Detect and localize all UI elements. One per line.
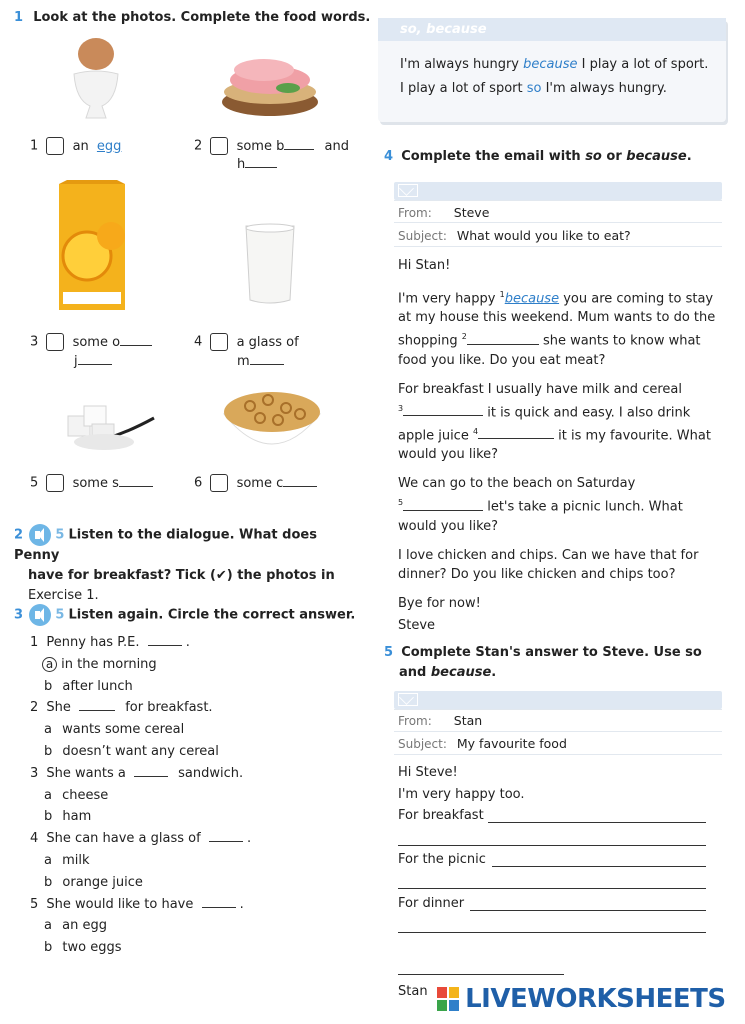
item-6: 6 some c bbox=[194, 474, 317, 492]
grammar-example-1: I'm always hungry because I play a lot of sport. bbox=[400, 57, 709, 72]
item-4: 4 a glass of bbox=[194, 334, 299, 350]
email2-signature: Stan bbox=[398, 984, 428, 999]
exercise3-track: 5 bbox=[55, 607, 65, 623]
question-3-option-a[interactable]: a cheese bbox=[44, 787, 109, 803]
spoon bbox=[114, 418, 154, 436]
item-5: 5 some s bbox=[30, 474, 153, 492]
exercise2-track: 5 bbox=[55, 527, 65, 543]
email2-subject: Subject: My favourite food bbox=[398, 736, 567, 751]
exercise3-number: 3 bbox=[14, 607, 24, 623]
item-1: 1 an egg bbox=[30, 138, 122, 154]
question-2-option-a[interactable]: a wants some cereal bbox=[44, 722, 185, 738]
item-3-checkbox[interactable] bbox=[46, 333, 64, 351]
question-5: 5 She would like to have . bbox=[30, 896, 244, 912]
item-4-checkbox[interactable] bbox=[210, 333, 228, 351]
item-6-blank-c[interactable] bbox=[283, 475, 317, 487]
breakfast-answer-line[interactable] bbox=[488, 822, 706, 823]
item-1-checkbox[interactable] bbox=[46, 137, 64, 155]
exercise3-heading: 3 5 Listen again. Circle the correct answer. bbox=[14, 604, 355, 626]
email1-subject: Subject: What would you like to eat? bbox=[398, 228, 631, 243]
item-3-blank-j[interactable] bbox=[78, 353, 112, 365]
sandwich-photo bbox=[218, 48, 322, 120]
milk-glass bbox=[246, 226, 294, 303]
question-1-option-a[interactable]: a in the morning bbox=[42, 654, 350, 676]
question-4-option-b[interactable]: b orange juice bbox=[44, 874, 143, 890]
email2-dinner-label: For dinner bbox=[398, 896, 465, 911]
question-2: 2 She for breakfast. bbox=[30, 700, 213, 716]
audio-play-icon[interactable] bbox=[29, 524, 51, 546]
grammar-example-2: I play a lot of sport so I'm always hungry. bbox=[400, 81, 667, 96]
question-3-option-b[interactable]: b ham bbox=[44, 809, 92, 825]
question-5-option-b[interactable]: b two eggs bbox=[44, 940, 122, 956]
email1-para3: We can go to the beach on Saturday $^5$ let's take a picnic lunch. What would you like? bbox=[398, 476, 683, 534]
email1-bye: Bye for now! bbox=[398, 595, 481, 611]
exercise1-heading bbox=[14, 10, 370, 25]
gap-4-input[interactable] bbox=[478, 427, 554, 439]
question-1-option-b[interactable]: b after lunch bbox=[44, 678, 133, 694]
liveworksheets-logo-icon bbox=[436, 986, 460, 1012]
dinner-answer-line-2[interactable] bbox=[398, 932, 706, 933]
email2-greeting: Hi Steve! bbox=[398, 765, 458, 780]
item-1-answer: egg bbox=[96, 138, 122, 154]
item-2: 2 some b and bbox=[194, 138, 349, 154]
email2-line1: I'm very happy too. bbox=[398, 787, 525, 802]
question-4-option-a[interactable]: a milk bbox=[44, 852, 90, 868]
email2-picnic-label: For the picnic bbox=[398, 852, 486, 867]
egg-photo bbox=[66, 34, 126, 124]
question-2-option-b[interactable]: b doesn’t want any cereal bbox=[44, 743, 219, 759]
exercise1-number: 1 bbox=[14, 10, 24, 25]
exercise1-instruction: Look at the photos. Complete the food words. bbox=[33, 10, 371, 25]
item-5-blank-s[interactable] bbox=[119, 475, 153, 487]
grammar-title: so, because bbox=[378, 18, 726, 41]
audio-play-icon-2[interactable] bbox=[29, 604, 51, 626]
email1-para4: I love chicken and chips. Can we have that for dinner? Do you like chicken and chips too? bbox=[398, 547, 699, 582]
gap-1-answer: because bbox=[504, 291, 560, 307]
exercise2-block: 2 5 Listen to the dialogue. What does Penny have for breakfast? Tick (✔) the photos in Exercise 1. bbox=[14, 524, 354, 606]
liveworksheets-logo bbox=[436, 984, 726, 1014]
exercise5-heading: 5 Complete Stan's answer to Steve. Use so and because. bbox=[384, 645, 702, 680]
gap-5-input[interactable] bbox=[403, 499, 483, 511]
email1-body bbox=[398, 256, 718, 635]
gap-2-input[interactable] bbox=[467, 333, 539, 345]
milk-photo bbox=[242, 222, 298, 306]
item-3: 3 some o bbox=[30, 333, 152, 351]
exercise4-heading: 4 Complete the email with so or because. bbox=[384, 149, 692, 164]
email1-header-bar bbox=[394, 182, 722, 200]
exercise2-number: 2 bbox=[14, 527, 24, 543]
email2-from: From: Stan bbox=[398, 713, 483, 728]
item-5-checkbox[interactable] bbox=[46, 474, 64, 492]
item-4-blank-m[interactable] bbox=[250, 353, 284, 365]
question-3: 3 She wants a sandwich. bbox=[30, 765, 244, 781]
email1-greeting: Hi Stan! bbox=[398, 258, 451, 273]
gap-3-input[interactable] bbox=[403, 404, 483, 416]
email1-para2: For breakfast I usually have milk and cereal $^3$ it is quick and easy. I also drink apple juice $^4$ it is my favourite. What would you like? bbox=[398, 381, 711, 463]
question-1: 1 Penny has P.E. . bbox=[30, 635, 190, 650]
item-2-blank-h[interactable] bbox=[245, 156, 277, 168]
closing-answer-line[interactable] bbox=[398, 974, 564, 975]
item-2-line2: h bbox=[237, 156, 277, 172]
item-3-line2: j bbox=[74, 353, 112, 369]
picnic-answer-line-2[interactable] bbox=[398, 888, 706, 889]
item-4-line2: m bbox=[237, 353, 284, 369]
egg-shell bbox=[78, 38, 114, 70]
item-6-checkbox[interactable] bbox=[210, 474, 228, 492]
sugar-photo bbox=[52, 398, 158, 456]
email1-from: From: Steve bbox=[398, 205, 490, 220]
exercise4-number: 4 bbox=[384, 149, 394, 164]
email2-breakfast-label: For breakfast bbox=[398, 808, 484, 823]
grammar-box bbox=[378, 18, 726, 122]
orange-juice-photo bbox=[55, 180, 129, 314]
question-5-option-a[interactable]: a an egg bbox=[44, 918, 107, 934]
email1-para1: I'm very happy $^1$because you are coming to stay at my house this weekend. Mum wants to do the shopping $^2$ she wants to know what food you like. Do you eat meat? bbox=[398, 290, 716, 368]
cereal-photo bbox=[220, 384, 324, 460]
picnic-answer-line[interactable] bbox=[492, 866, 706, 867]
item-2-blank-b[interactable] bbox=[284, 138, 314, 150]
email2-header-bar bbox=[394, 691, 722, 709]
exercise5-number: 5 bbox=[384, 645, 394, 660]
lettuce bbox=[276, 83, 300, 93]
breakfast-answer-line-2[interactable] bbox=[398, 845, 706, 846]
email1-signature: Steve bbox=[398, 617, 436, 633]
question-4: 4 She can have a glass of . bbox=[30, 831, 252, 847]
dinner-answer-line[interactable] bbox=[470, 910, 706, 911]
liveworksheets-logo-text: LIVEWORKSHEETS bbox=[465, 984, 726, 1014]
egg-cup bbox=[74, 71, 118, 118]
item-2-checkbox[interactable] bbox=[210, 137, 228, 155]
exercise3-questions bbox=[30, 632, 350, 959]
item-3-blank-o[interactable] bbox=[120, 334, 152, 346]
envelope-icon bbox=[398, 184, 418, 197]
envelope-icon-2 bbox=[398, 693, 418, 706]
